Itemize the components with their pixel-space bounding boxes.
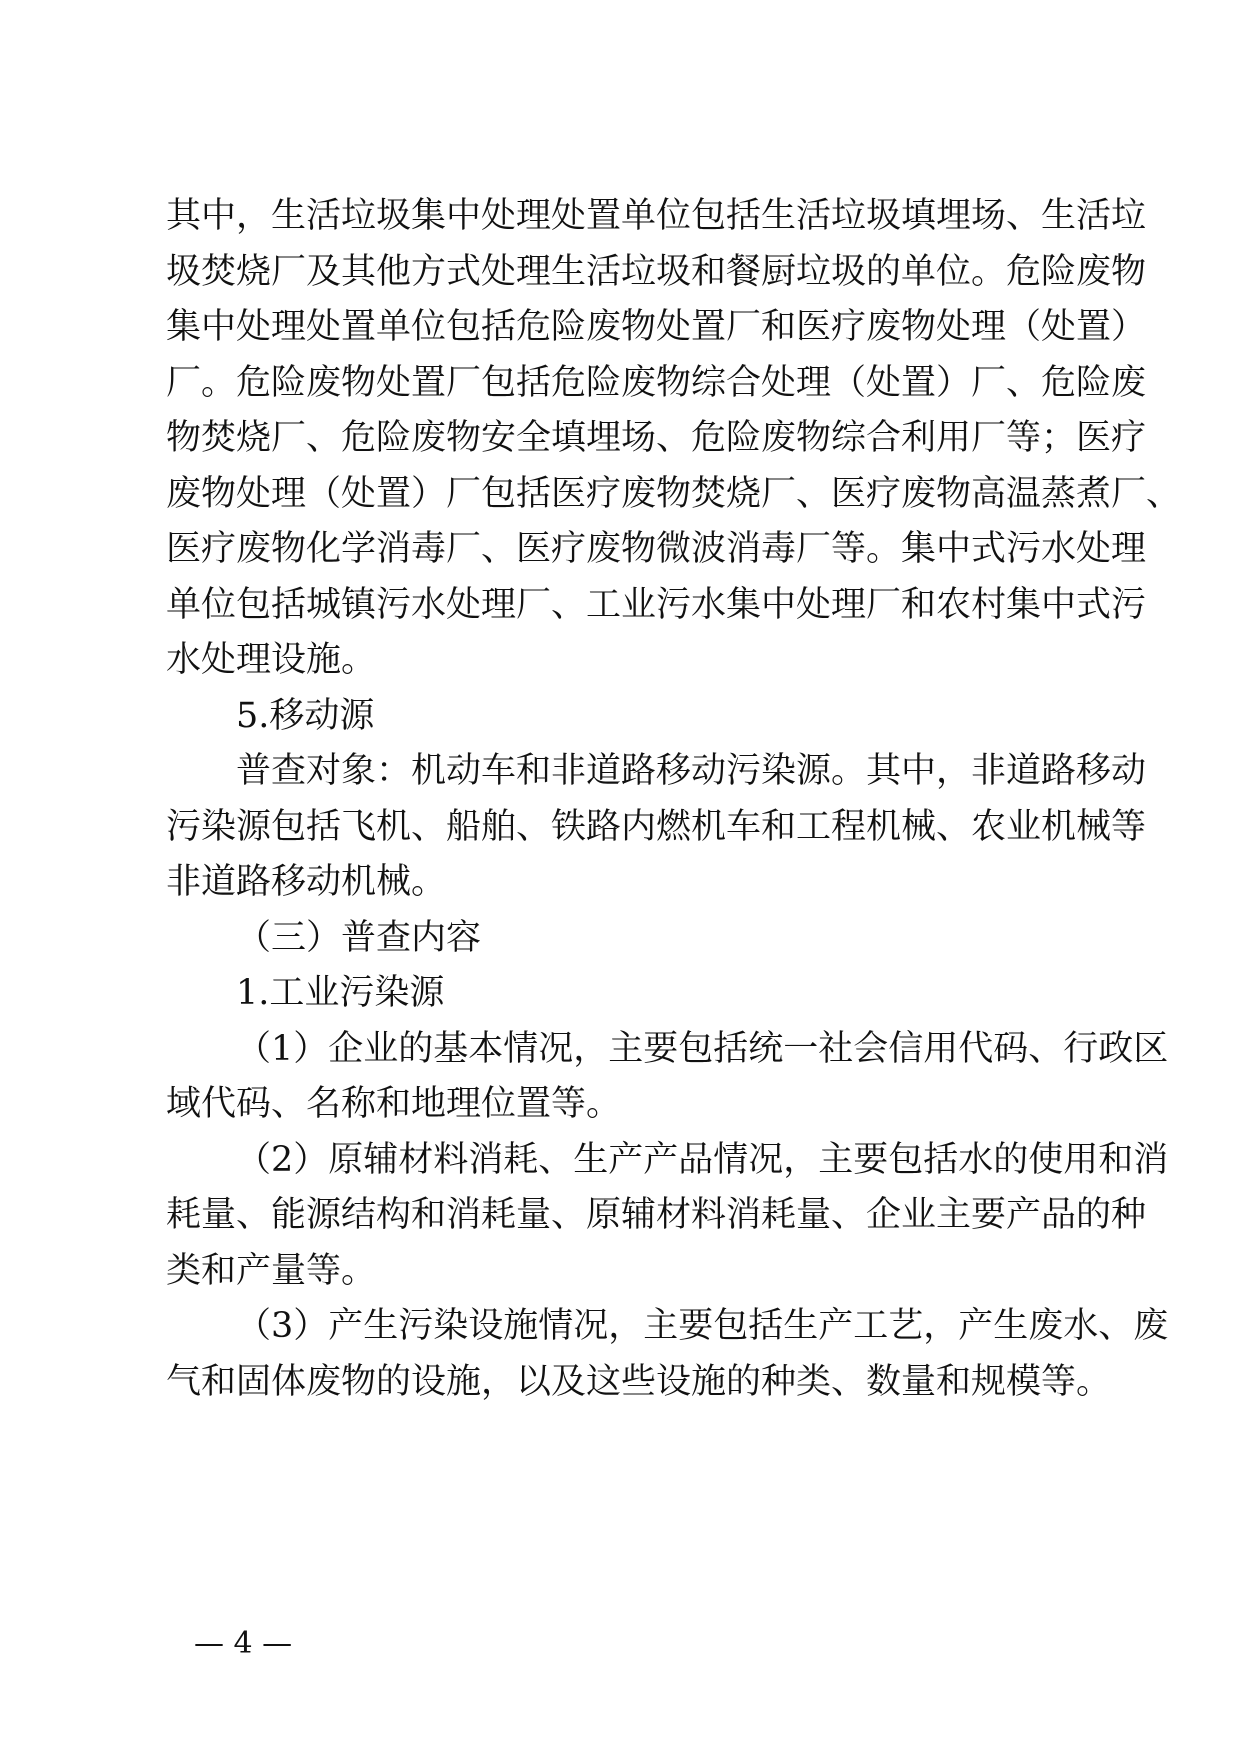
section-heading-industrial-source: 1.工业污染源 xyxy=(236,973,445,1013)
body-text-line: 类和产量等。 xyxy=(166,1251,377,1291)
body-text-line: 其中，生活垃圾集中处理处置单位包括生活垃圾填埋场、生活垃 xyxy=(166,196,1147,236)
body-text-line: 圾焚烧厂及其他方式处理生活垃圾和餐厨垃圾的单位。危险废物 xyxy=(166,252,1147,292)
body-text-line: （3）产生污染设施情况，主要包括生产工艺，产生废水、废 xyxy=(236,1306,1169,1346)
body-text-line: 普查对象：机动车和非道路移动污染源。其中，非道路移动 xyxy=(236,751,1147,791)
body-text-line: 非道路移动机械。 xyxy=(166,862,447,902)
body-text-line: 气和固体废物的设施，以及这些设施的种类、数量和规模等。 xyxy=(166,1362,1112,1402)
section-heading-survey-content: （三）普查内容 xyxy=(236,918,482,958)
body-text-line: 水处理设施。 xyxy=(166,640,377,680)
body-text-line: 单位包括城镇污水处理厂、工业污水集中处理厂和农村集中式污 xyxy=(166,585,1147,625)
body-text-line: 物焚烧厂、危险废物安全填埋场、危险废物综合利用厂等；医疗 xyxy=(166,418,1147,458)
body-text-line: 厂。危险废物处置厂包括危险废物综合处理（处置）厂、危险废 xyxy=(166,363,1147,403)
body-text-line: 污染源包括飞机、船舶、铁路内燃机车和工程机械、农业机械等 xyxy=(166,807,1147,847)
body-text-line: 集中处理处置单位包括危险废物处置厂和医疗废物处理（处置） xyxy=(166,307,1147,347)
section-heading-mobile-source: 5.移动源 xyxy=(236,696,375,736)
body-text-line: 域代码、名称和地理位置等。 xyxy=(166,1084,622,1124)
body-text-line: （2）原辅材料消耗、生产产品情况，主要包括水的使用和消 xyxy=(236,1140,1169,1180)
body-text-line: 耗量、能源结构和消耗量、原辅材料消耗量、企业主要产品的种 xyxy=(166,1195,1147,1235)
body-text-line: （1）企业的基本情况，主要包括统一社会信用代码、行政区 xyxy=(236,1029,1169,1069)
body-text-line: 医疗废物化学消毒厂、医疗废物微波消毒厂等。集中式污水处理 xyxy=(166,529,1147,569)
page-number: — 4 — xyxy=(194,1626,293,1661)
body-text-line: 废物处理（处置）厂包括医疗废物焚烧厂、医疗废物高温蒸煮厂、 xyxy=(166,474,1182,514)
